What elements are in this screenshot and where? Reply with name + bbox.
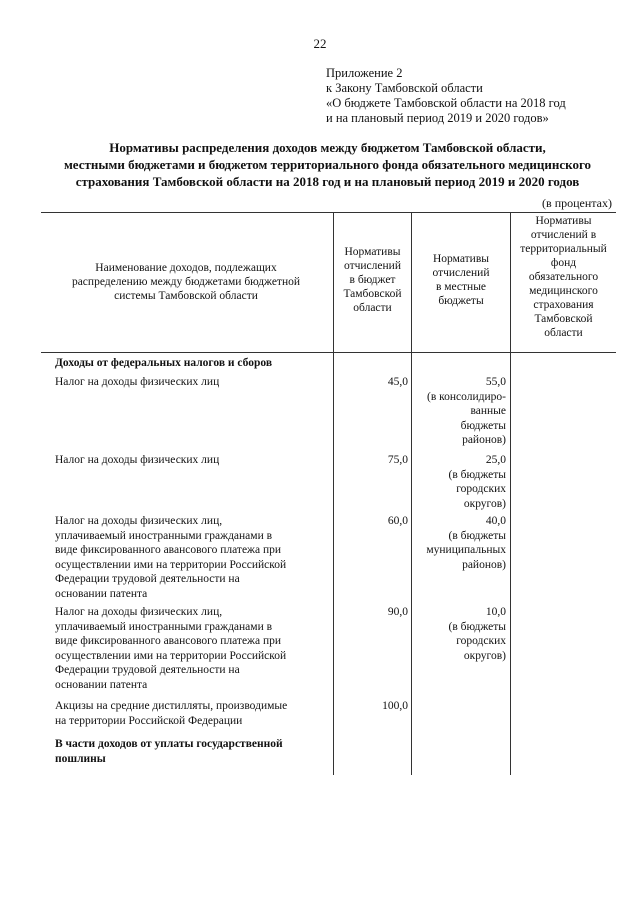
row-1-regional-value: 45,0 (387, 376, 408, 388)
header-local-budgets: Нормативы отчислений в местные бюджеты (432, 253, 490, 307)
row-1-local-value: 55,0 (в консолидиро- ванные бюджеты районов) (427, 376, 506, 447)
table-top-rule (41, 212, 616, 213)
document-title (40, 139, 615, 190)
row-4-regional-value: 90,0 (387, 606, 408, 618)
row-3-regional-value: 60,0 (387, 515, 408, 527)
row-3-name: Налог на доходы физических лиц, уплачиваемый иностранными гражданами в виде фиксированного авансового платежа при осуществлении ими на территории Российской Федерации трудовой деятельности на основании патента (55, 515, 287, 600)
row-2-regional-value: 75,0 (387, 454, 408, 466)
appendix-line: «О бюджете Тамбовской области на 2018 год (326, 96, 566, 110)
row-3-local-value: 40,0 (в бюджеты муниципальных районов) (426, 515, 506, 571)
row-4-name: Налог на доходы физических лиц, уплачиваемый иностранными гражданами в виде фиксированного авансового платежа при осуществлении ими на территории Российской Федерации трудовой деятельности на основании патента (55, 606, 287, 691)
header-income-name: Наименование доходов, подлежащих распределению между бюджетами бюджетной системы Тамбовской области (71, 262, 301, 302)
title-line: Нормативы распределения доходов между бюджетом Тамбовской области, (109, 140, 546, 155)
row-5-regional-value: 100,0 (382, 700, 408, 712)
row-1-name: Налог на доходы физических лиц (55, 376, 220, 388)
appendix-line: к Закону Тамбовской области (326, 81, 483, 95)
row-6-name: В части доходов от уплаты государственной пошлины (55, 738, 283, 765)
row-4-local-value: 10,0 (в бюджеты городских округов) (448, 606, 506, 662)
row-0-name: Доходы от федеральных налогов и сборов (55, 357, 273, 369)
row-2-name: Налог на доходы физических лиц (55, 454, 220, 466)
header-regional-budget: Нормативы отчислений в бюджет Тамбовской области (343, 246, 402, 314)
page-number: 22 (313, 36, 327, 51)
appendix-line: и на плановый период 2019 и 2020 годов» (326, 111, 549, 125)
title-line: страхования Тамбовской области на 2018 год и на плановый период 2019 и 2020 годов (75, 174, 580, 189)
row-5-name: Акцизы на средние дистилляты, производимые на территории Российской Федерации (55, 700, 288, 727)
header-tfoms: Нормативы отчислений в территориальный фонд обязательного медицинского страхования Тамбовской области (520, 215, 607, 339)
row-2-local-value: 25,0 (в бюджеты городских округов) (448, 454, 506, 510)
appendix-caption (326, 66, 566, 126)
appendix-line: Приложение 2 (326, 66, 403, 80)
title-line: местными бюджетами и бюджетом территориального фонда обязательного медицинского (63, 157, 592, 172)
units-note: (в процентах) (542, 196, 612, 210)
table-header-rule (41, 352, 616, 353)
